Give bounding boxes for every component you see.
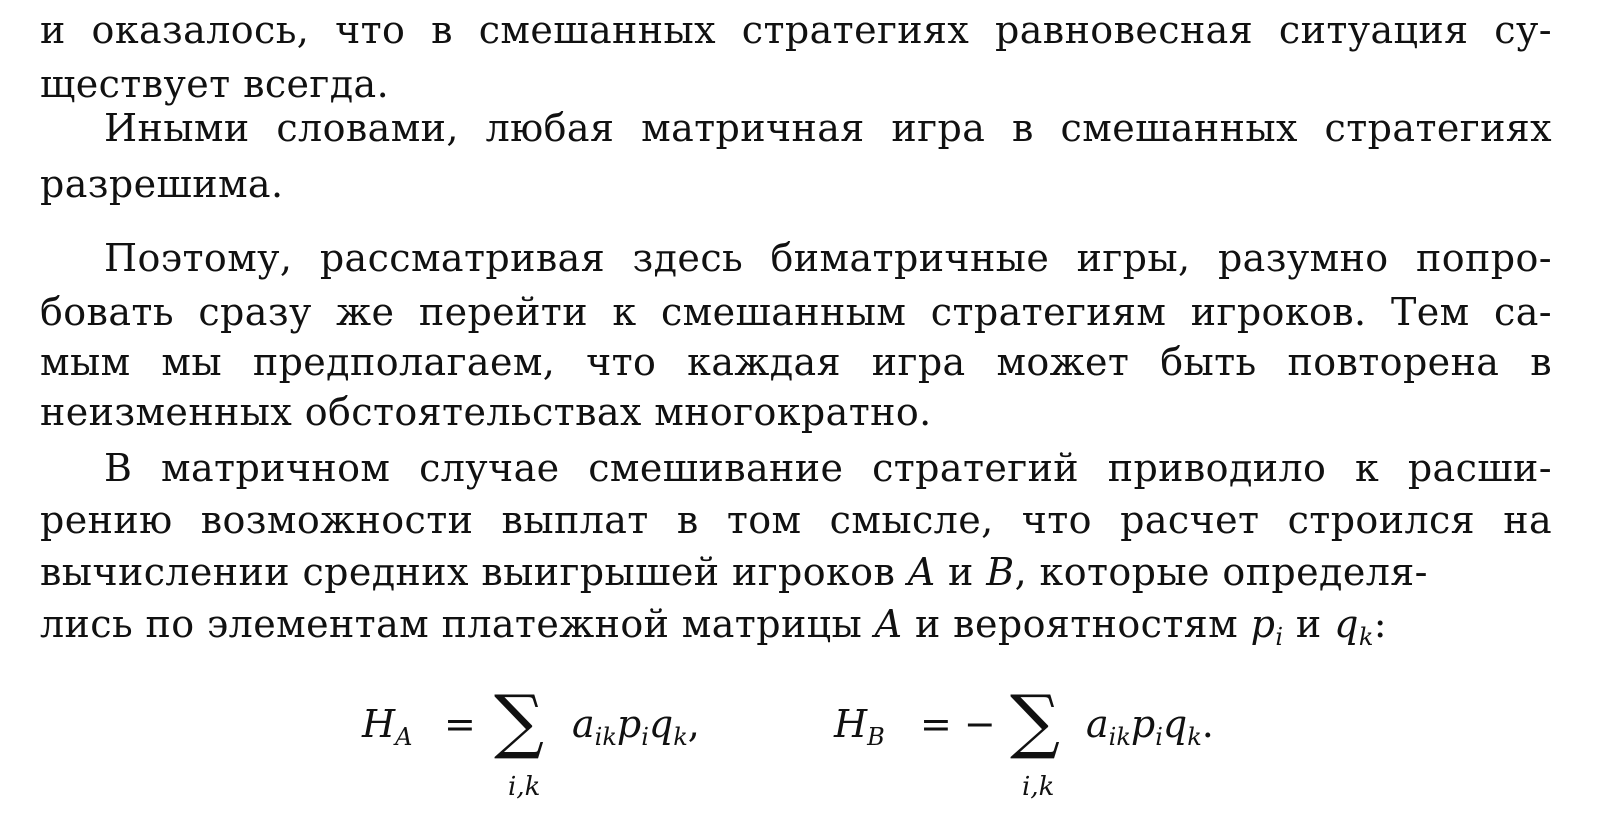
math-subscript: k [673,723,688,751]
text-line: рению возможности выплат в том смысле, что расчет строился на [40,498,1552,542]
punctuation: . [1201,702,1214,746]
text-line: Иными словами, любая матричная игра в смешанных стратегиях [104,106,1552,150]
formula-h-b [834,702,885,751]
equals-minus-sign: = − [920,702,996,746]
text-line: разрешима. [40,162,284,206]
text-fragment: и вероятностям [902,602,1251,646]
math-variable-q: q [1334,602,1359,646]
math-subscript: ik [594,723,617,751]
math-variable-p: p [616,702,642,746]
math-variable-a: A [907,550,936,594]
math-variable-p: p [1250,602,1276,646]
text-line: бовать сразу же перейти к смешанным стратегиям игроков. Тем са- [40,290,1552,334]
text-line: ществует всегда. [40,62,390,106]
math-variable-p: p [1130,702,1156,746]
math-variable-h: H [362,702,396,746]
text-line: мым мы предполагаем, что каждая игра может быть повторена в [40,340,1552,384]
text-fragment: , которые определя- [1014,550,1428,594]
display-formula [0,668,1604,818]
text-line-with-math [40,600,1552,661]
math-subscript: i [1155,723,1163,751]
text-fragment: и [1283,602,1335,646]
text-fragment: лись по элементам платежной матрицы [40,602,875,646]
equals-sign: = [444,702,476,746]
formula-term [572,702,700,751]
text-fragment: вычислении средних выигрышей игроков [40,550,908,594]
math-subscript: ik [1108,723,1131,751]
text-line: и оказалось, что в смешанных стратегиях равновесная ситуация су- [40,8,1552,52]
math-variable-q: q [648,702,674,746]
math-subscript: B [867,723,885,751]
sum-symbol: ∑ [494,680,544,762]
sum-limits: i,k [1022,772,1055,802]
text-line: Поэтому, рассматривая здесь биматричные игры, разумно попро- [104,236,1552,280]
sum-symbol: ∑ [1010,680,1060,762]
formula-h-a [362,702,412,751]
math-variable-h: H [834,702,868,746]
math-variable-a: a [572,702,595,746]
math-subscript: i [1275,623,1284,651]
text-fragment: и [935,550,987,594]
math-variable-a: a [1086,702,1109,746]
math-subscript: k [1358,623,1374,651]
math-variable-a: A [874,602,903,646]
math-subscript: i [641,723,649,751]
punctuation: , [687,702,700,746]
math-variable-b: B [986,550,1015,594]
formula-term [1086,702,1214,751]
text-fragment: : [1373,602,1387,646]
math-variable-q: q [1162,702,1188,746]
math-subscript: A [395,723,413,751]
text-line: В матричном случае смешивание стратегий приводило к расши- [104,446,1552,490]
text-line-with-math [40,548,1552,596]
math-subscript: k [1187,723,1202,751]
text-line: неизменных обстоятельствах многократно. [40,390,932,434]
sum-limits: i,k [508,772,541,802]
